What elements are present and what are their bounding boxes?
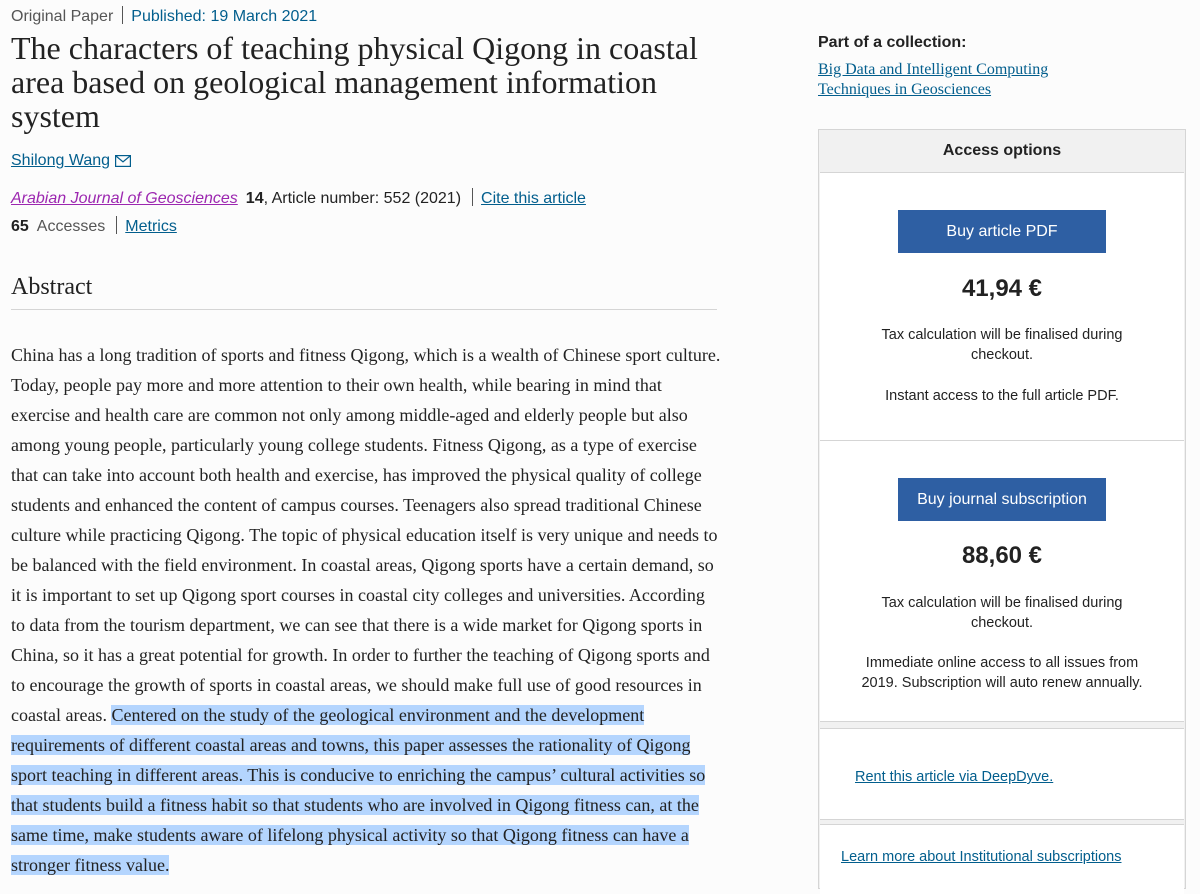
citation-row bbox=[11, 188, 586, 209]
article-number: , Article number: 552 (2021) bbox=[263, 190, 462, 207]
pdf-tax-note: Tax calculation will be finalised during checkout. bbox=[881, 327, 1123, 363]
author-link[interactable]: Shilong Wang bbox=[11, 152, 111, 169]
pdf-price: 41,94 € bbox=[961, 275, 1043, 302]
mail-icon[interactable] bbox=[115, 153, 131, 173]
divider bbox=[122, 6, 123, 24]
subscription-price: 88,60 € bbox=[961, 542, 1043, 569]
rent-deepdyve-link[interactable]: Rent this article via DeepDyve. bbox=[855, 769, 1054, 785]
accesses-label: Accesses bbox=[36, 218, 106, 235]
subscription-detail: Immediate online access to all issues from 2019. Subscription will auto renew annually. bbox=[861, 655, 1143, 691]
abstract-text bbox=[11, 340, 721, 880]
article-title: The characters of teaching physical Qigong in coastal area based on geological management information system bbox=[11, 30, 698, 134]
collection-link[interactable]: Big Data and Intelligent Computing Techniques in Geosciences bbox=[818, 61, 1049, 98]
article-type: Original Paper bbox=[11, 8, 114, 25]
metrics-link[interactable]: Metrics bbox=[125, 218, 177, 235]
article-meta-header bbox=[11, 6, 317, 27]
access-options-panel bbox=[818, 129, 1186, 889]
author-line bbox=[11, 151, 131, 173]
divider bbox=[116, 216, 117, 234]
access-options-heading: Access options bbox=[942, 142, 1062, 159]
divider bbox=[472, 188, 473, 206]
abstract-text-plain: China has a long tradition of sports and fitness Qigong, which is a wealth of Chinese sport culture. Today, people pay more and more attention to their own health, while bearing in mind that exercise and health care are common not only among middle-aged and elderly people but also among young people, particularly young college students. Fitness Qigong, as a type of exercise that can take into account both health and exercise, has improved the physical quality of college students and enhanced the content of campus courses. Teenagers also spread traditional Chinese culture while practicing Qigong. The topic of physical education itself is very unique and needs to be balanced with the field environment. In coastal areas, Qigong sports have a certain demand, so it is important to set up Qigong sport courses in coastal city colleges and universities. According to data from the tourism department, we can see that there is a wide market for Qigong sports in China, so it has a great potential for growth. In order to further the teaching of Qigong sports and to encourage the growth of sports in coastal areas, we should make full use of good resources in coastal areas. bbox=[11, 345, 721, 725]
buy-pdf-card bbox=[820, 172, 1184, 442]
buy-article-pdf-button[interactable]: Buy article PDF bbox=[898, 210, 1106, 253]
volume: 14 bbox=[245, 190, 264, 207]
abstract-text-selected: Centered on the study of the geological environment and the development requirements of different coastal areas and towns, this paper assesses the rationality of Qigong sport teaching in different areas. This is conducive to enriching the campus’ cultural activities so that students build a fitness habit so that students who are involved in Qigong fitness can, at the same time, make students aware of lifelong physical activity so that Qigong fitness can have a stronger fitness value. bbox=[11, 705, 706, 875]
cite-article-link[interactable]: Cite this article bbox=[481, 190, 586, 207]
subscription-tax-note: Tax calculation will be finalised during checkout. bbox=[881, 595, 1123, 631]
pdf-access-detail: Instant access to the full article PDF. bbox=[885, 388, 1119, 404]
accesses-count: 65 bbox=[11, 218, 29, 235]
journal-link[interactable]: Arabian Journal of Geosciences bbox=[11, 190, 238, 207]
published-date[interactable]: Published: 19 March 2021 bbox=[131, 8, 318, 25]
collection-box bbox=[818, 33, 1118, 100]
abstract-heading: Abstract bbox=[11, 274, 93, 300]
institutional-subscriptions-link[interactable]: Learn more about Institutional subscriptions bbox=[841, 849, 1122, 865]
subscription-card bbox=[820, 440, 1184, 722]
buy-journal-subscription-button[interactable]: Buy journal subscription bbox=[898, 478, 1106, 521]
collection-label: Part of a collection: bbox=[818, 34, 967, 51]
deepdyve-card bbox=[820, 728, 1184, 820]
abstract-divider bbox=[11, 309, 717, 310]
metrics-row bbox=[11, 216, 177, 237]
institutional-card bbox=[820, 824, 1184, 894]
